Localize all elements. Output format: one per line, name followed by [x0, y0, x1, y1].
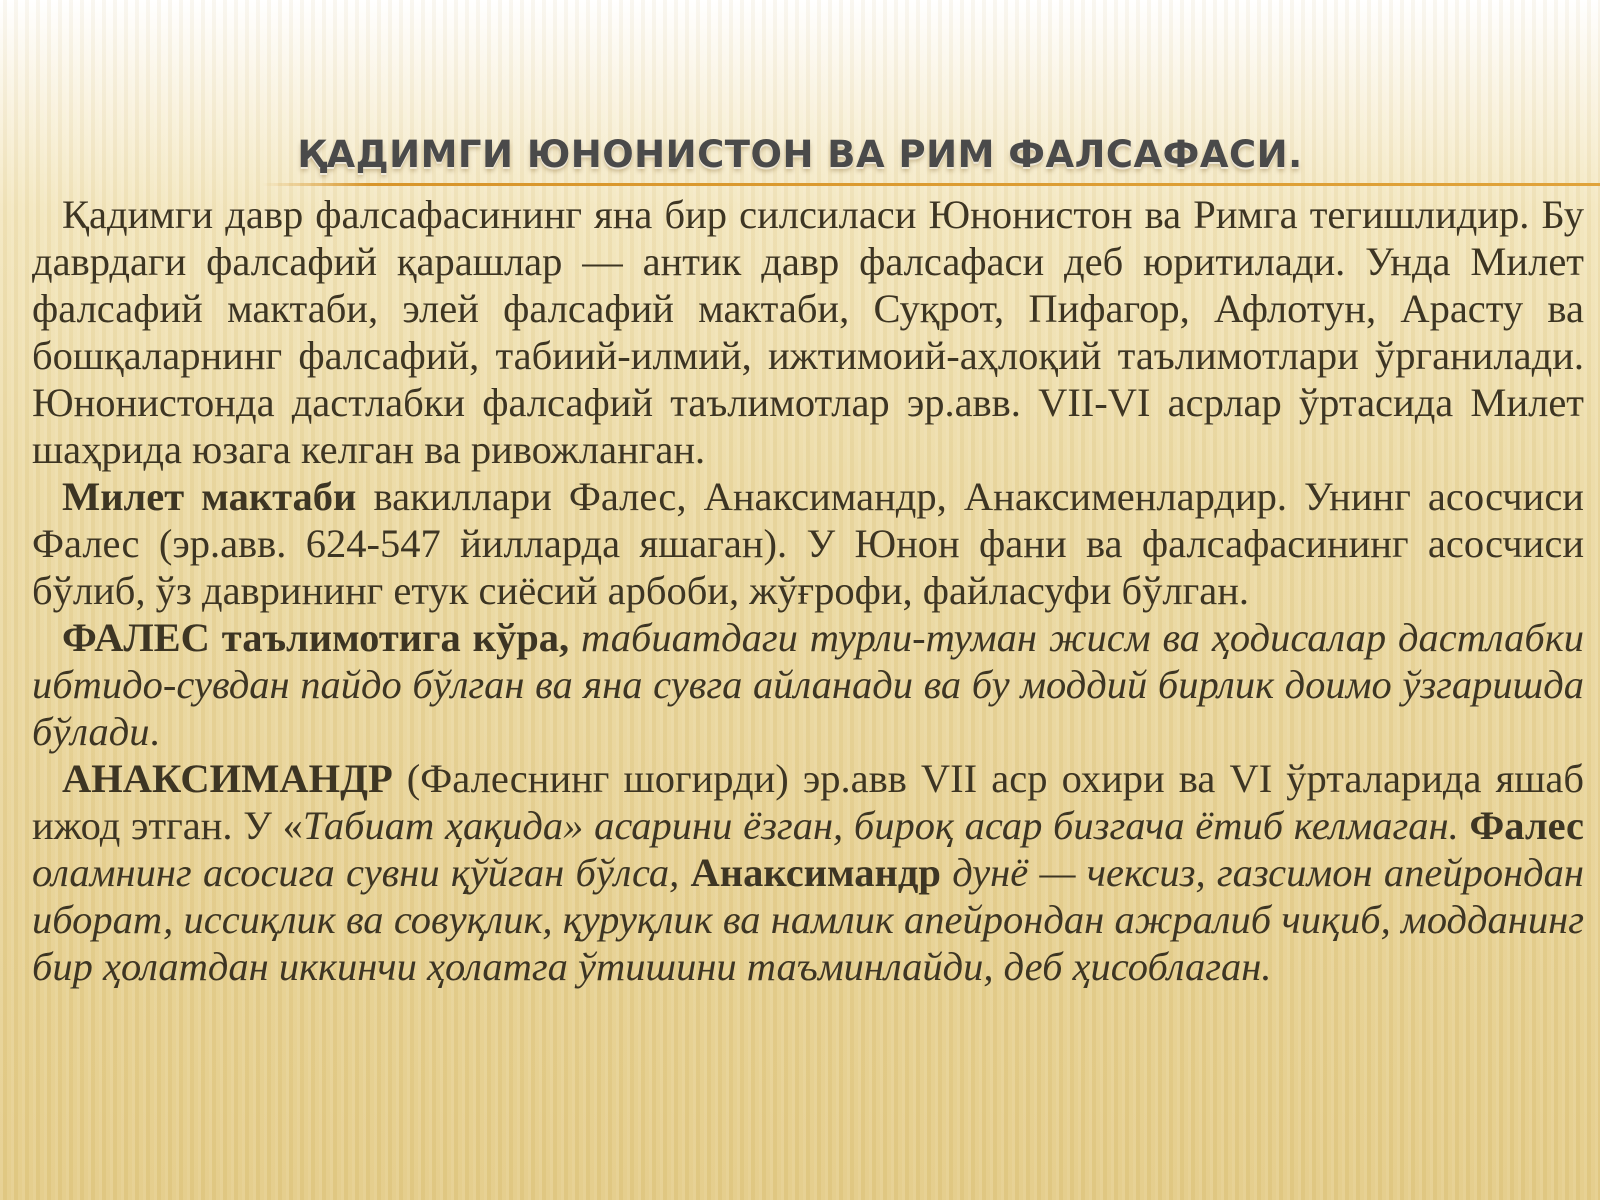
paragraph-anaximander-bold-fales: Фалес	[1469, 803, 1585, 848]
paragraph-fales-heading: ФАЛЕС таълимотига кўра,	[62, 615, 570, 660]
paragraph-anaximander	[32, 755, 1584, 990]
paragraph-fales-end: .	[149, 709, 160, 754]
paragraph-fales-italic: табиатдаги турли-туман жисм ва ҳодисалар дастлабки ибтидо-сувдан пайдо бўлган ва яна сувга айланади ва бу моддий бирлик доимо ўзгаришда бўлади	[32, 615, 1584, 754]
paragraph-anaximander-text: (Фалеснинг шогирди) эр.авв VII аср охири ва VI ўрталарида яшаб ижод этган. У «	[32, 756, 1584, 848]
slide-title: ҚАДИМГИ ЮНОНИСТОН ВА РИМ ФАЛСАФАСИ.	[297, 133, 1303, 176]
paragraph-anaximander-italic-3: дунё — чексиз, газсимон апейрондан иборат, иссиқлик ва совуқлик, қуруқлик ва намлик апейрондан ажралиб чиқиб, модданинг бир ҳолатдан иккинчи ҳолатга ўтишини таъминлайди, деб ҳисоблаган.	[32, 850, 1584, 989]
paragraph-anaximander-italic-2: оламнинг асосига сувни қўйган бўлса,	[32, 850, 691, 895]
paragraph-anaximander-italic-1: Табиат ҳақида» асарини ёзган, бироқ асар бизгача ётиб келмаган.	[302, 803, 1470, 848]
paragraph-milet-heading: Милет мактаби	[62, 474, 357, 519]
slide-body	[32, 191, 1584, 990]
title-underline	[262, 183, 1600, 186]
paragraph-anaximander-heading: АНАКСИМАНДР	[62, 756, 393, 801]
paragraph-anaximander-bold-anaximander: Анаксимандр	[690, 850, 941, 895]
paragraph-intro-text: Қадимги давр фалсафасининг яна бир силсиласи Юнонистон ва Римга тегишлидир. Бу даврдаги фалсафий қарашлар — антик давр фалсафаси деб юритилади. Унда Милет фалсафий мактаби, элей фалсафий мактаби, Суқрот, Пифагор, Афлотун, Арасту ва бошқаларнинг фалсафий, табиий-илмий, ижтимоий-аҳлоқий таълимотлари ўрганилади. Юнонистонда дастлабки фалсафий таълимотлар эр.авв. VII-VI асрлар ўртасида Милет шаҳрида юзага келган ва ривожланган.	[32, 192, 1584, 472]
paragraph-fales	[32, 614, 1584, 755]
paragraph-milet-text: вакиллари Фалес, Анаксимандр, Анаксименлардир. Унинг асосчиси Фалес (эр.авв. 624-547 йилларда яшаган). У Юнон фани ва фалсафасининг асосчиси бўлиб, ўз даврининг етук сиёсий арбоби, жўғрофи, файласуфи бўлган.	[32, 474, 1584, 613]
paragraph-milet	[32, 473, 1584, 614]
paragraph-intro	[32, 191, 1584, 473]
